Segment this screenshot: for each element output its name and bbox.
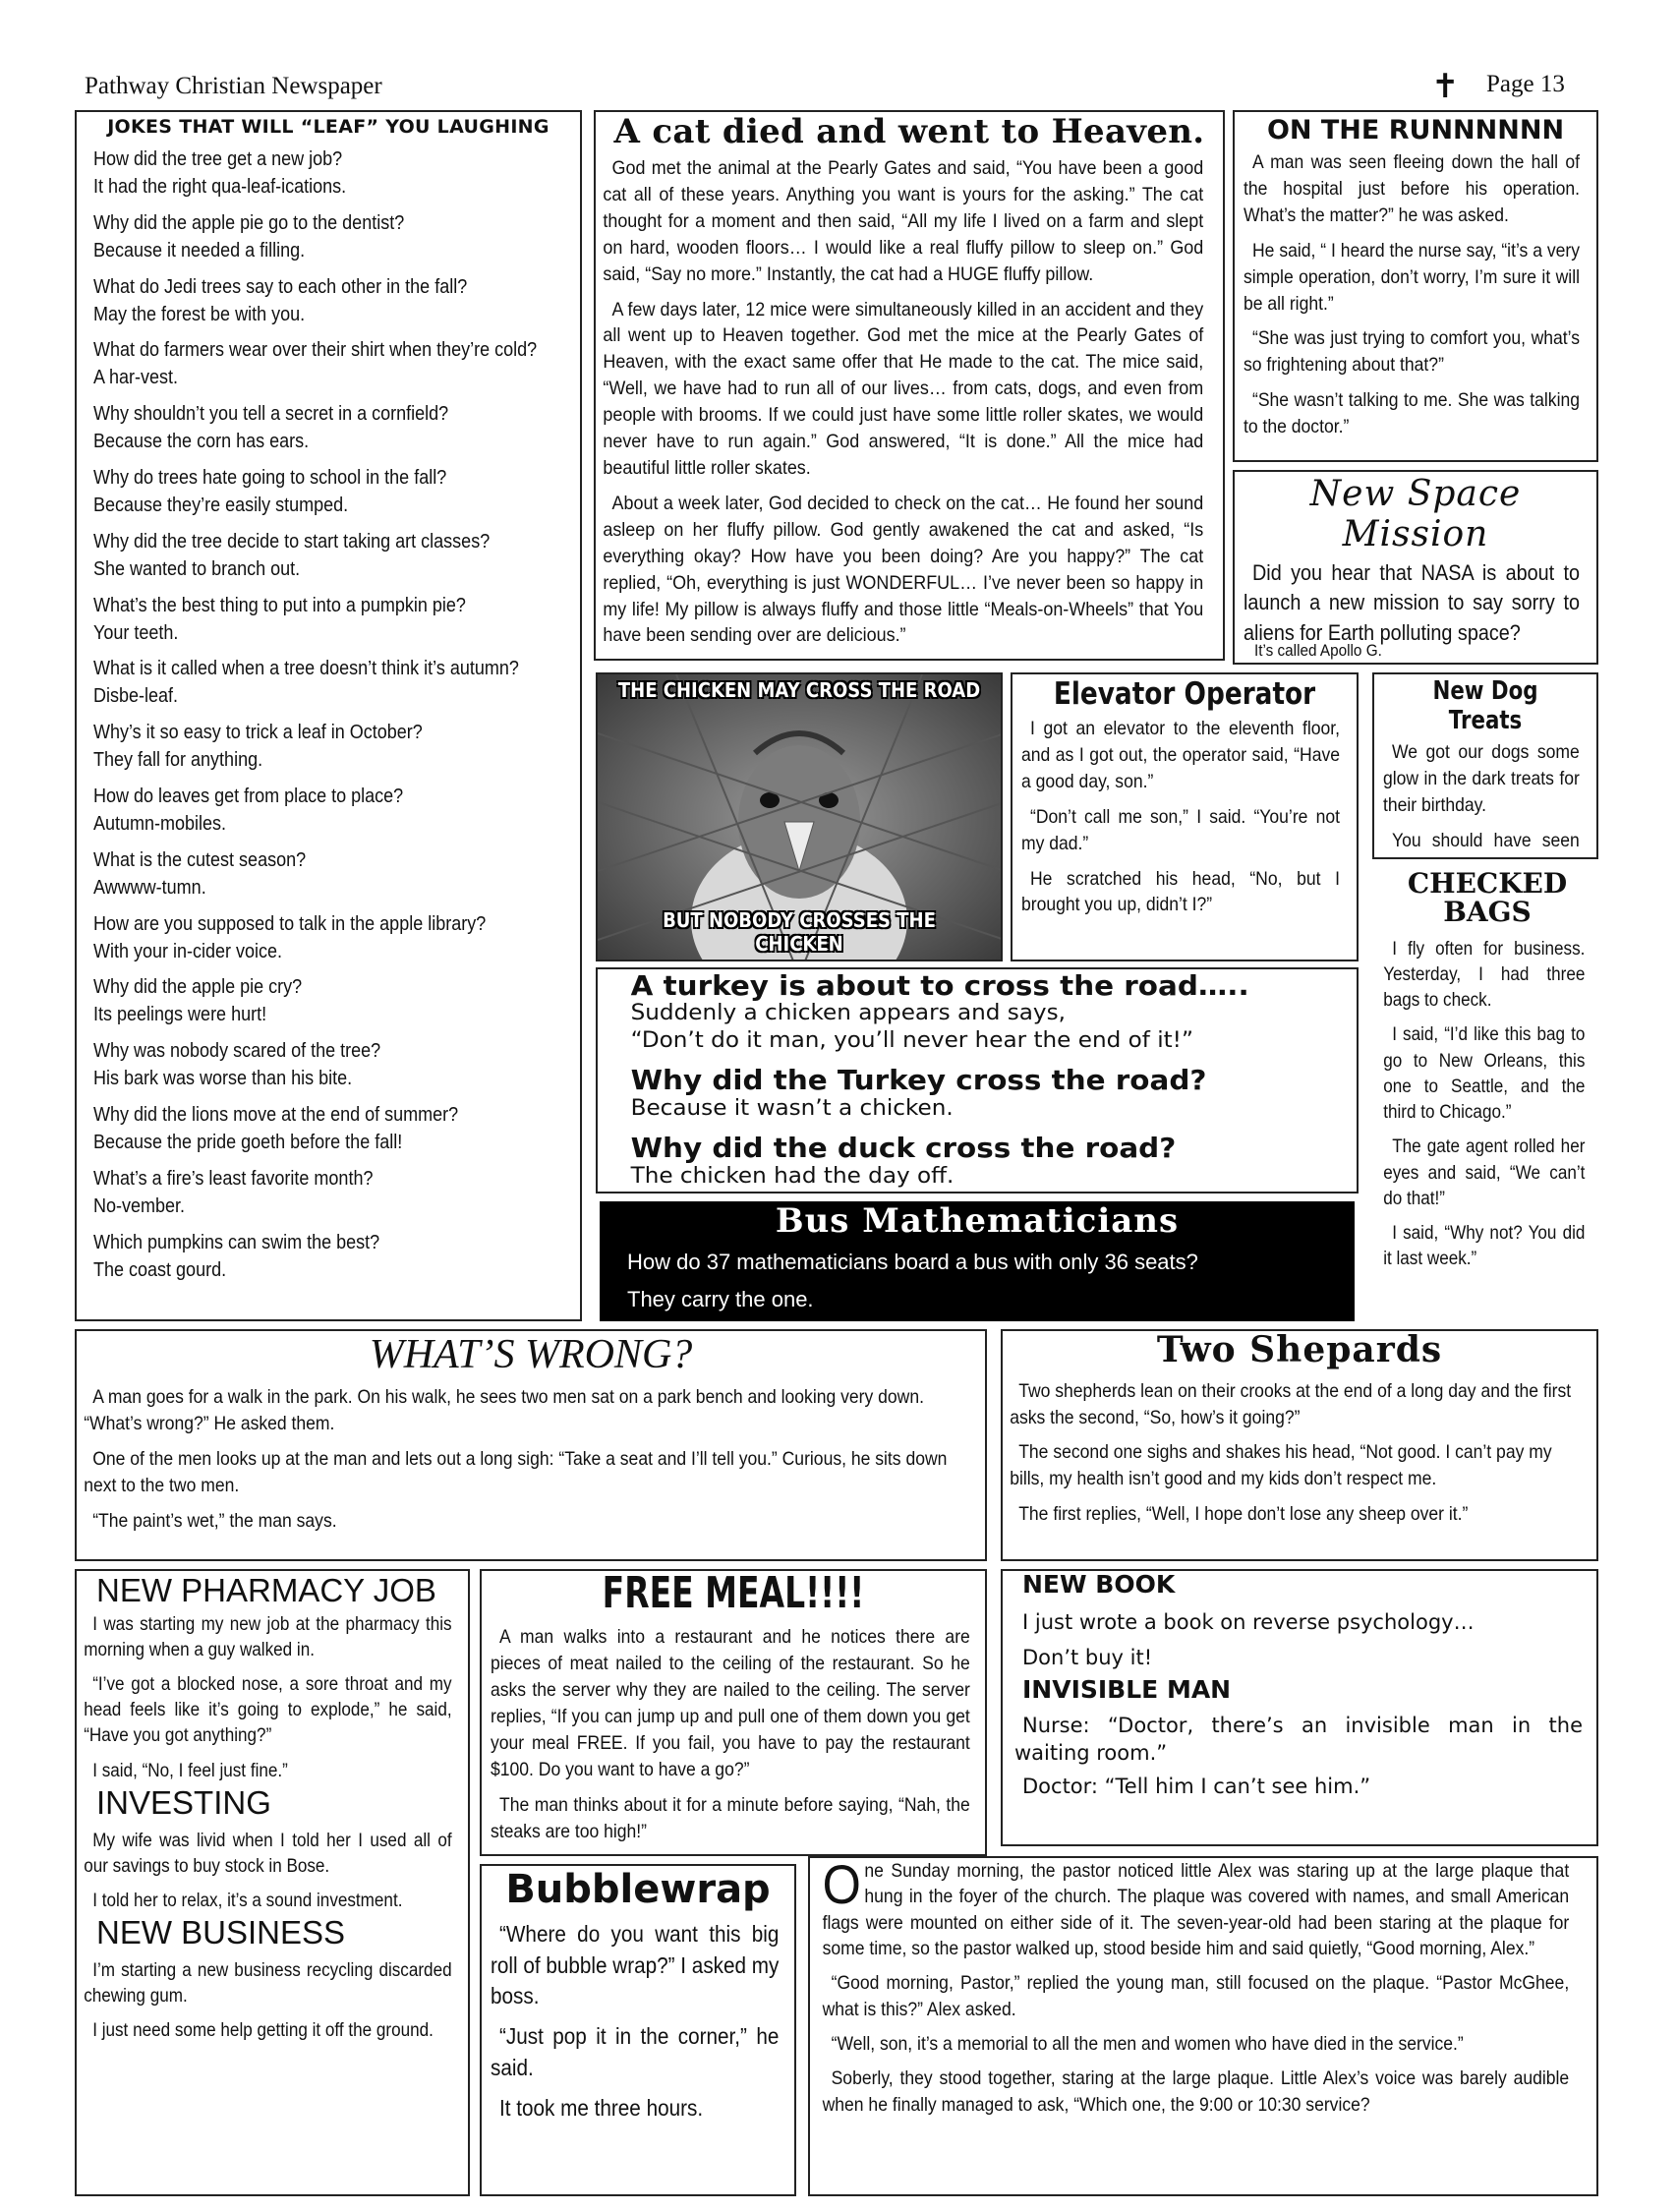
joke-item: [93, 1037, 582, 1092]
bubble-title: Bubblewrap: [505, 1867, 771, 1912]
turkey-line-1: Suddenly a chicken appears and says,: [630, 1001, 1066, 1026]
joke-answer: No-vember.: [93, 1194, 186, 1217]
joke-answer: They fall for anything.: [93, 749, 263, 772]
space-title: New Space Mission: [1309, 474, 1522, 554]
joke-item: [93, 400, 582, 455]
running-paragraphs-paragraph: A man was seen fleeing down the hall of the hospital just before his operation. What’s the matter?” he was asked.: [1244, 151, 1580, 226]
investing-paragraphs-paragraph: My wife was livid when I told her I used all of our savings to buy stock in Bose.: [84, 1830, 452, 1877]
investing-paragraphs-paragraph: I told her to relax, it’s a sound investment.: [92, 1890, 403, 1911]
business-title: NEW BUSINESS: [96, 1914, 346, 1951]
joke-question: Why did the lions move at the end of summer?: [93, 1103, 459, 1126]
chicken-top-caption: THE CHICKEN MAY CROSS THE ROAD: [617, 678, 981, 702]
joke-question: Why did the tree decide to start taking art classes?: [93, 530, 491, 553]
business-body: [77, 1952, 452, 2045]
plaque-first-text: ne Sunday morning, the pastor noticed little Alex was staring up at the large plaque that hung in the foyer of the church. The plaque was covered with names, and small American flags were mounted on either side of it. The seven-year-old had been staring at the plaque for some time, so the pastor walked up, stood beside him and said quietly, “Good morning, Alex.”: [822, 1860, 1570, 1959]
dog-treats-title: New Dog Treats: [1432, 676, 1538, 735]
turkey-answer-3: The chicken had the day off.: [630, 1163, 955, 1189]
dog_treats-paragraphs-paragraph: You should have seen: [1392, 829, 1580, 851]
elevator-box: [1011, 672, 1359, 961]
cat-title: A cat died and went to Heaven.: [613, 112, 1205, 151]
shepards-paragraphs-paragraph: Two shepherds lean on their crooks at the end of a long day and the first asks the second, “So, how’s it going?”: [1010, 1379, 1572, 1428]
wrong-paragraphs-paragraph: One of the men looks up at the man and lets out a long sigh: “Take a seat and I’ll tell you.” Curious, he sits down next to the two men.: [84, 1447, 948, 1496]
joke-question: What’s a fire’s least favorite month?: [93, 1167, 374, 1190]
joke-item: [93, 592, 582, 647]
running-paragraphs-paragraph: “She was just trying to comfort you, what’s so frightening about that?”: [1244, 327, 1580, 377]
turkey-heading-2: Why did the Turkey cross the road?: [630, 1064, 1207, 1097]
running-paragraphs-paragraph: “She wasn’t talking to me. She was talking to the doctor.”: [1244, 389, 1580, 438]
joke-answer: Its peelings were hurt!: [93, 1004, 267, 1026]
plaque-dropcap: O: [822, 1856, 861, 1915]
joke-answer: Because they’re easily stumped.: [93, 494, 349, 516]
cat-paragraphs-paragraph: God met the animal at the Pearly Gates and said, “You have been a good cat all of these years. Anything you want is yours for the asking.” The cat thought for a moment and then said, “All my life I lived on a farm and slept on hard, wooden floors… I would like a real fluffy pillow to sleep on.” God said, “Say no more.” Instantly, the cat had a HUGE fluffy pillow.: [603, 157, 1204, 285]
wrong-body: [77, 1376, 961, 1535]
invisible-title: INVISIBLE MAN: [1022, 1674, 1232, 1704]
bags-paragraphs-paragraph: The gate agent rolled her eyes and said, “We can’t do that!”: [1383, 1136, 1586, 1209]
bus-title: Bus Mathematicians: [775, 1201, 1180, 1241]
plaque-box: [808, 1856, 1598, 2196]
page-number: Page 13: [1486, 71, 1565, 97]
bags-title-1: CHECKED: [1407, 867, 1568, 900]
joke-answer: A har-vest.: [93, 367, 179, 389]
business-paragraphs-paragraph: I’m starting a new business recycling discarded chewing gum.: [84, 1959, 452, 2007]
joke-item: [93, 910, 582, 965]
running-title: ON THE RUNNNNNN: [1266, 115, 1565, 146]
bags-paragraphs-paragraph: I said, “I’d like this bag to go to New Orleans, this one to Seattle, and the third to Chicago.”: [1383, 1024, 1586, 1124]
business-paragraphs-paragraph: I just need some help getting it off the ground.: [92, 2020, 434, 2042]
joke-question: What do farmers wear over their shirt when they’re cold?: [93, 339, 538, 362]
turkey-line-2: “Don’t do it man, you’ll never hear the end of it!”: [630, 1027, 1193, 1053]
checked-bags: [1376, 869, 1598, 1321]
joke-answer: Autumn-mobiles.: [93, 812, 227, 835]
joke-question: What is it called when a tree doesn’t think it’s autumn?: [93, 658, 519, 680]
plaque-paragraphs-paragraph: “Good morning, Pastor,” replied the young man, still focused on the plaque. “Pastor McGhee, what is this?” Alex asked.: [822, 1972, 1570, 2020]
whats-wrong-box: [75, 1329, 987, 1561]
chicken-image: [596, 672, 1003, 961]
joke-answer: Because the pride goeth before the fall!: [93, 1131, 403, 1153]
cat-story-box: [594, 110, 1225, 661]
plaque-body: [810, 1858, 1569, 2118]
elevator-title: Elevator Operator: [1053, 676, 1316, 712]
joke-answer: Disbe-leaf.: [93, 685, 179, 708]
elevator-body: [1013, 712, 1340, 918]
joke-question: What do Jedi trees say to each other in the fall?: [93, 275, 468, 298]
plaque-paragraphs-paragraph: “Well, son, it’s a memorial to all the men and women who have died in the service.”: [831, 2032, 1464, 2055]
invisible-line-2: Doctor: “Tell him I can’t see him.”: [1022, 1775, 1371, 1799]
joke-item: [93, 528, 582, 583]
joke-answer: Awwww-tumn.: [93, 876, 206, 899]
joke-question: What’s the best thing to put into a pumpkin pie?: [93, 594, 466, 616]
joke-item: [93, 1101, 582, 1156]
pharmacy-paragraphs-paragraph: I was starting my new job at the pharmacy this morning when a guy walked in.: [84, 1613, 452, 1660]
joke-question: Why’s it so easy to trick a leaf in October?: [93, 722, 423, 744]
book-line-2: Don’t buy it!: [1022, 1645, 1153, 1669]
plaque-paragraphs-paragraph: Soberly, they stood together, staring at the large plaque. Little Alex’s voice was barely audible when he finally managed to ask, “Which one, the 9:00 or 10:30 service?: [822, 2067, 1570, 2116]
elevator-paragraphs-paragraph: He scratched his head, “No, but I brought you up, didn’t I?”: [1021, 867, 1340, 916]
space-answer: It’s called Apollo G.: [1254, 641, 1382, 660]
bubble-body: [482, 1913, 779, 2124]
meal-body: [482, 1616, 970, 1844]
space-body: [1235, 554, 1580, 648]
meal-paragraphs-paragraph: A man walks into a restaurant and he notices there are pieces of meat nailed to the ceiling of the restaurant. So he asks the server why they are nailed to the ceiling. The server replies, “If you can jump up and pull one of them down you get your meal FREE. If you fail, you have to pay the restaurant $100. Do you want to have a go?”: [491, 1626, 970, 1780]
bubble-paragraphs-paragraph: “Where do you want this big roll of bubble wrap?” I asked my boss.: [491, 1921, 780, 2009]
joke-item: [93, 273, 582, 328]
cross-icon: ✝: [1431, 67, 1460, 106]
meal-paragraphs-paragraph: The man thinks about it for a minute before saying, “Nah, the steaks are too high!”: [491, 1793, 970, 1842]
joke-item: [93, 146, 582, 201]
joke-answer: With your in-cider voice.: [93, 940, 283, 962]
joke-question: Why shouldn’t you tell a secret in a cornfield?: [93, 403, 449, 426]
shepards-paragraphs-paragraph: The second one sighs and shakes his head, “Not good. I can’t pay my bills, my health isn’t good and my kids don’t respect me.: [1010, 1441, 1552, 1490]
elevator-paragraphs-paragraph: I got an elevator to the eleventh floor, and as I got out, the operator said, “Have a good day, son.”: [1021, 718, 1340, 792]
pharmacy-body: [77, 1610, 452, 1784]
dog_treats-paragraphs-paragraph: We got our dogs some glow in the dark treats for their birthday.: [1383, 741, 1580, 816]
joke-answer: It had the right qua-leaf-ications.: [93, 176, 347, 198]
joke-answer: Your teeth.: [93, 621, 179, 644]
pharmacy-paragraphs-paragraph: I said, “No, I feel just fine.”: [92, 1760, 288, 1781]
plaque-first-paragraph: [823, 1858, 1570, 1961]
bags-body: [1376, 927, 1585, 1273]
joke-item: [93, 464, 582, 519]
paper-name: [85, 73, 382, 100]
joke-question: How are you supposed to talk in the apple library?: [93, 912, 487, 935]
invisible-line-1: Nurse: “Doctor, there’s an invisible man in the waiting room.”: [1014, 1713, 1583, 1765]
jokes-list: [77, 138, 580, 1284]
bubble-paragraphs-paragraph: “Just pop it in the corner,” he said.: [491, 2023, 780, 2080]
turkey-box: [596, 967, 1359, 1193]
wrong-paragraphs-paragraph: A man goes for a walk in the park. On his walk, he sees two men sat on a park bench and looking very down. “What’s wrong?” He asked them.: [84, 1386, 924, 1434]
book-line-1: I just wrote a book on reverse psychology…: [1022, 1609, 1475, 1634]
book-box: [1001, 1569, 1598, 1846]
running-paragraphs-paragraph: He said, “ I heard the nurse say, “it’s a very simple operation, don’t worry, I’m sure it will be all right.”: [1244, 239, 1580, 315]
joke-answer: Because the corn has ears.: [93, 431, 310, 453]
joke-question: What is the cutest season?: [93, 848, 307, 871]
joke-answer: She wanted to branch out.: [93, 557, 301, 580]
wrong-title: WHAT’S WRONG?: [369, 1332, 693, 1377]
bus-answer: They carry the one.: [627, 1287, 814, 1312]
free-meal-box: [480, 1569, 987, 1856]
joke-item: [93, 973, 582, 1028]
shepards-paragraphs-paragraph: The first replies, “Well, I hope don’t lose any sheep over it.”: [1018, 1503, 1469, 1526]
shepards-box: [1001, 1329, 1598, 1561]
pharmacy-box: [75, 1569, 470, 2196]
pharmacy-title: NEW PHARMACY JOB: [96, 1572, 436, 1608]
bubblewrap-box: [480, 1864, 796, 2196]
shepards-title: Two Shepards: [1156, 1329, 1443, 1370]
cat-body: [596, 151, 1211, 649]
joke-item: [93, 846, 582, 902]
jokes-box: [75, 110, 582, 1321]
investing-body: [77, 1823, 452, 1915]
joke-question: Why was nobody scared of the tree?: [93, 1040, 381, 1063]
turkey-answer-2: Because it wasn’t a chicken.: [630, 1095, 954, 1121]
chicken-bottom-caption: BUT NOBODY CROSSES THE CHICKEN: [663, 908, 936, 956]
dog-treats-box: [1372, 672, 1598, 859]
running-body: [1235, 146, 1580, 440]
joke-answer: The coast gourd.: [93, 1258, 227, 1281]
elevator-paragraphs-paragraph: “Don’t call me son,” I said. “You’re not my dad.”: [1021, 805, 1340, 854]
paper-name-text: Pathway Christian Newspaper: [85, 73, 382, 99]
joke-answer: May the forest be with you.: [93, 303, 306, 325]
meal-title: FREE MEAL!!!!: [602, 1569, 865, 1618]
joke-answer: Because it needed a filling.: [93, 239, 306, 262]
space-box: [1233, 470, 1598, 665]
turkey-heading-1: A turkey is about to cross the road…..: [630, 969, 1249, 1002]
shepards-body: [1003, 1370, 1587, 1529]
joke-question: How do leaves get from place to place?: [93, 785, 404, 807]
joke-item: [93, 719, 582, 774]
bubble-paragraphs-paragraph: It took me three hours.: [499, 2094, 704, 2121]
bags-title-2: BAGS: [1443, 896, 1532, 929]
running-box: [1233, 110, 1598, 462]
joke-question: Why did the apple pie go to the dentist?: [93, 211, 405, 234]
jokes-title: JOKES THAT WILL “LEAF” YOU LAUGHING: [107, 116, 550, 138]
turkey-heading-3: Why did the duck cross the road?: [630, 1132, 1177, 1165]
cat-paragraphs-paragraph: A few days later, 12 mice were simultaneously killed in an accident and they all went up to Heaven together. God met the mice at the Pearly Gates of Heaven, with the exact same offer that He made to the cat. The mice said, “Well, we have had to run all of our lives… from cats, dogs, and even from people with brooms. If we could just have some little roller skates, we would never have to run again.” God answered, “It is done.” All the mice had beautiful little roller skates.: [603, 298, 1204, 479]
joke-item: [93, 209, 582, 264]
joke-question: How did the tree get a new job?: [93, 148, 343, 170]
dog-treats-body: [1374, 735, 1580, 859]
joke-question: Why do trees hate going to school in the fall?: [93, 466, 447, 489]
bus-question: How do 37 mathematicians board a bus with only 36 seats?: [627, 1250, 1198, 1275]
wrong-paragraphs-paragraph: “The paint’s wet,” the man says.: [92, 1509, 337, 1532]
investing-title: INVESTING: [96, 1783, 271, 1821]
joke-item: [93, 783, 582, 838]
joke-question: Why did the apple pie cry?: [93, 976, 303, 999]
bus-box: [600, 1201, 1355, 1321]
book-title: NEW BOOK: [1022, 1570, 1176, 1599]
joke-answer: His bark was worse than his bite.: [93, 1068, 353, 1090]
pharmacy-paragraphs-paragraph: “I’ve got a blocked nose, a sore throat and my head feels like it’s going to explode,” he said, “Have you got anything?”: [84, 1674, 452, 1747]
joke-item: [93, 655, 582, 710]
bags-paragraphs-paragraph: I said, “Why not? You did it last week.”: [1383, 1222, 1586, 1270]
joke-question: Which pumpkins can swim the best?: [93, 1231, 380, 1253]
joke-item: [93, 1165, 582, 1220]
joke-item: [93, 1229, 582, 1284]
joke-item: [93, 336, 582, 391]
space-text: Did you hear that NASA is about to launch a new mission to say sorry to aliens for Earth polluting space?: [1244, 560, 1580, 645]
bags-paragraphs-paragraph: I fly often for business. Yesterday, I had three bags to check.: [1383, 938, 1586, 1012]
cat-paragraphs-paragraph: About a week later, God decided to check on the cat… He found her sound asleep on her fluffy pillow. God gently awakened the cat and asked, “Is everything okay? How have you been doing? Are you happy?” The cat replied, “Oh, everything is just WONDERFUL… I’ve never been so happy in my life! My pillow is always fluffy and those little “Meals-on-Wheels” that You have been sending over are delicious.”: [603, 492, 1204, 647]
